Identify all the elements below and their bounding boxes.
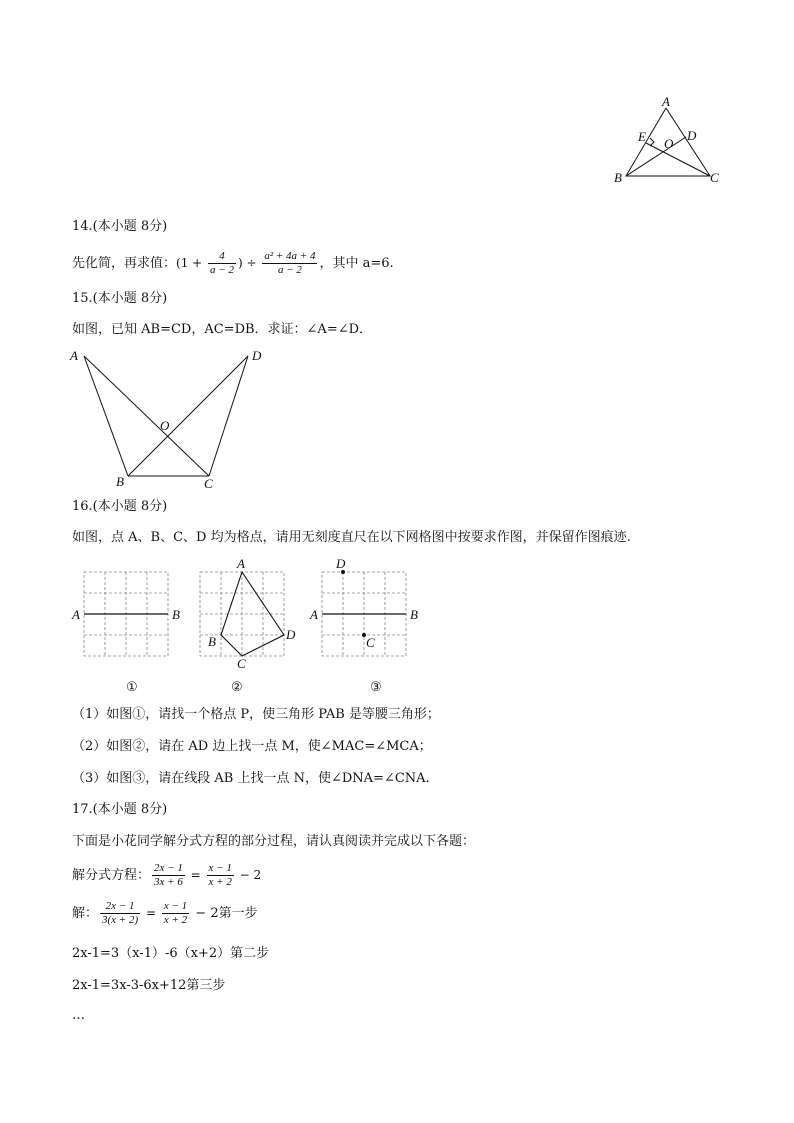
q14-fraction-1 — [208, 250, 236, 277]
q17-eq-fraction-1 — [152, 862, 185, 889]
q17-header: 17.(本小题 8分) — [72, 802, 168, 817]
g3-label-a: A — [310, 607, 318, 622]
g1-label-b: B — [172, 607, 180, 622]
grid-figure-1 — [66, 562, 196, 670]
q17-eq-f2-den: x + 2 — [208, 876, 232, 888]
q17-eq-prefix: 解分式方程： — [72, 868, 151, 883]
q17-eq-f1-num: 2x − 1 — [154, 862, 183, 874]
fig13-label-a: A — [662, 94, 670, 109]
q17-sol-fraction-2 — [162, 900, 189, 927]
q17-eq-equals: = — [186, 868, 205, 882]
q17-step2: 2x-1=3（x-1）-6（x+2）第二步 — [72, 946, 270, 961]
grid-3-number: ③ — [370, 680, 382, 695]
grid-figure-2 — [196, 556, 306, 672]
g3-label-d: D — [336, 556, 346, 571]
g3-label-c: C — [366, 635, 375, 650]
q17-step3: 2x-1=3x-3-6x+12第三步 — [72, 978, 226, 993]
q17-sol-f2-num: x − 1 — [163, 900, 188, 912]
q15-figure — [66, 344, 276, 492]
q14-open: (1 + — [176, 256, 207, 270]
q15-text: 如图，已知 AB=CD，AC=DB．求证：∠A=∠D． — [72, 322, 373, 337]
q15-label-a: A — [70, 348, 78, 363]
fig13-label-d: D — [687, 128, 697, 143]
q14-body — [72, 246, 394, 281]
g2-label-a: A — [237, 556, 245, 571]
q14-header: 14.(本小题 8分) — [72, 219, 168, 234]
grid-2-number: ② — [231, 680, 243, 695]
g2-label-b: B — [208, 634, 216, 649]
grid-figure-3 — [308, 556, 428, 672]
q17-sol-tail: − 2第一步 — [191, 906, 258, 921]
q14-f1-num: 4 — [208, 250, 236, 264]
g2-label-c: C — [237, 656, 246, 671]
q14-f2-den: a − 2 — [277, 264, 302, 276]
q17-sol-prefix: 解： — [72, 906, 99, 921]
q16-item-2: （2）如图②，请在 AD 边上找一点 M，使∠MAC=∠MCA； — [72, 739, 432, 754]
q17-sol-f1-den: 3(x + 2) — [102, 914, 139, 926]
q14-f1-den: a − 2 — [210, 264, 234, 276]
q16-item-1: （1）如图①，请找一个格点 P，使三角形 PAB 是等腰三角形； — [72, 707, 440, 722]
q16-header: 16.(本小题 8分) — [72, 499, 168, 514]
g2-label-d: D — [286, 627, 296, 642]
g3-label-b: B — [410, 607, 418, 622]
q17-solution-step1 — [72, 896, 258, 931]
g1-label-a: A — [72, 607, 80, 622]
q15-label-b: B — [116, 474, 124, 489]
fig13-label-c: C — [710, 170, 719, 185]
triangle-figure-top — [610, 94, 730, 189]
q17-eq-fraction-2 — [207, 862, 234, 889]
q16-item-3: （3）如图③，请在线段 AB 上找一点 N，使∠DNA=∠CNA. — [72, 771, 430, 786]
q17-eq-f1-den: 3x + 6 — [154, 876, 183, 888]
q15-label-d: D — [252, 348, 262, 363]
grid-1-number: ① — [126, 680, 138, 695]
fig13-label-o: O — [664, 136, 674, 151]
q14-suffix: ，其中 a=6. — [319, 256, 394, 271]
q17-sol-f1-num: 2x − 1 — [100, 900, 140, 914]
q17-equation — [72, 858, 261, 893]
q14-fraction-2 — [262, 250, 317, 277]
q17-ellipsis: … — [72, 1008, 85, 1023]
q14-prefix: 先化简，再求值： — [72, 256, 177, 271]
q17-eq-f2-num: x − 1 — [208, 862, 232, 874]
q17-sol-equals: = — [142, 906, 160, 920]
q16-text: 如图，点 A、B、C、D 均为格点，请用无刻度直尺在以下网格图中按要求作图，并保留作图痕迹. — [72, 530, 631, 545]
q15-label-o: O — [160, 418, 170, 433]
q15-label-c: C — [204, 476, 213, 491]
q17-sol-fraction-1 — [100, 900, 140, 927]
fig13-label-e: E — [638, 129, 646, 144]
fig13-label-b: B — [614, 170, 622, 185]
q14-f2-num: a² + 4a + 4 — [264, 250, 316, 262]
q17-sol-f2-den: x + 2 — [163, 914, 188, 926]
q17-eq-tail: − 2 — [235, 868, 262, 882]
q17-intro: 下面是小花同学解分式方程的部分过程，请认真阅读并完成以下各题： — [72, 834, 476, 849]
q15-header: 15.(本小题 8分) — [72, 291, 168, 306]
q14-close-div: ) ÷ — [237, 256, 261, 270]
